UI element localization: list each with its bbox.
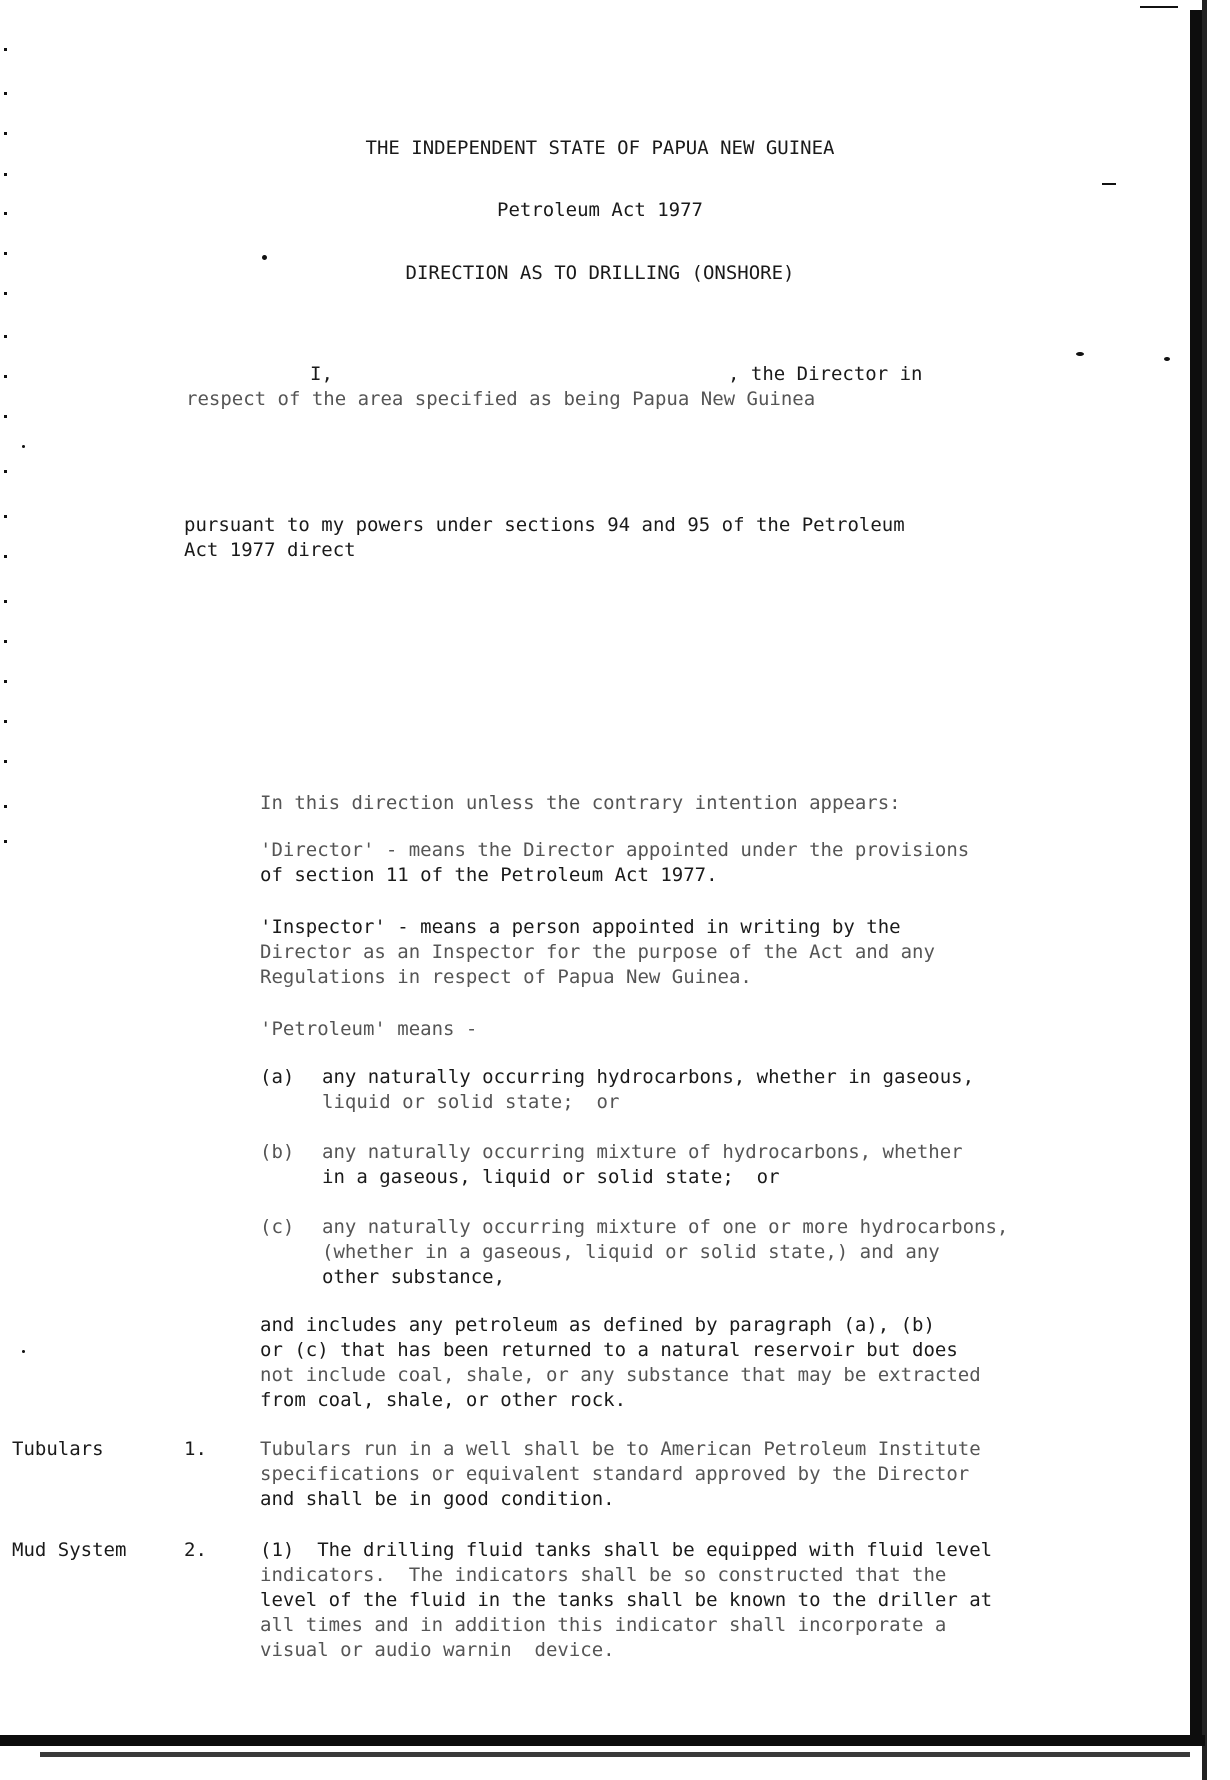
scan-mark [4,375,7,378]
paragraph-a: any naturally occurring hydrocarbons, whether in gaseous, [322,1066,975,1088]
section-text: (1) The drilling fluid tanks shall be equipped with fluid level [260,1539,993,1561]
definition-inspector: 'Inspector' - means a person appointed in writing by the [260,916,901,938]
definition-inspector-cont: Regulations in respect of Papua New Guinea. [260,966,752,988]
scan-mark [4,840,7,843]
section-text: Tubulars run in a well shall be to American Petroleum Institute [260,1438,981,1460]
scan-speck [1164,357,1170,361]
scan-speck [1076,352,1084,356]
definition-petroleum: 'Petroleum' means - [260,1018,478,1040]
paragraph-a-label: (a) [260,1066,295,1088]
preamble-director: , the Director in [728,363,923,385]
paragraph-c-cont: (whether in a gaseous, liquid or solid state,) and any [322,1241,940,1263]
definitions-intro: In this direction unless the contrary intention appears: [260,792,901,814]
paragraph-c-cont: other substance, [322,1266,506,1288]
scan-mark [4,640,7,643]
scan-speck [1102,183,1116,185]
scan-mark [4,555,7,558]
definition-director: 'Director' - means the Director appointed under the provisions [260,839,970,861]
scan-mark [4,805,7,808]
scan-mark [4,48,7,51]
act-heading: Petroleum Act 1977 [497,199,703,221]
paragraph-a-cont: liquid or solid state; or [322,1091,620,1113]
section-margin-label: Mud System [12,1539,127,1561]
paragraph-c: any naturally occurring mixture of one or more hydrocarbons, [322,1216,1009,1238]
section-text: specifications or equivalent standard approved by the Director [260,1463,970,1485]
scan-speck [1140,6,1178,8]
section-text: and shall be in good condition. [260,1488,615,1510]
scan-mark [4,92,7,95]
scan-speck [22,445,25,448]
scan-mark [4,720,7,723]
section-number: 1. [184,1438,207,1460]
scan-mark [4,470,7,473]
scan-mark [4,415,7,418]
scan-speck [262,255,267,260]
paragraph-b: any naturally occurring mixture of hydrocarbons, whether [322,1141,963,1163]
paragraph-b-cont: in a gaseous, liquid or solid state; or [322,1166,780,1188]
scan-mark [4,760,7,763]
definition-inspector-cont: Director as an Inspector for the purpose of the Act and any [260,941,935,963]
paragraph-c-label: (c) [260,1216,295,1238]
scan-mark [4,680,7,683]
scan-mark [4,252,7,255]
preamble-powers: pursuant to my powers under sections 94 and 95 of the Petroleum [184,514,905,536]
scan-mark [4,600,7,603]
scan-edge-right-thin [1202,0,1207,1780]
scan-edge-bottom [0,1735,1205,1746]
scan-mark [4,292,7,295]
scan-mark [4,335,7,338]
scan-edge-bottom-secondary [40,1752,1190,1757]
scan-mark [4,173,7,176]
scan-mark [4,515,7,518]
direction-title: DIRECTION AS TO DRILLING (ONSHORE) [405,262,795,284]
state-heading: THE INDEPENDENT STATE OF PAPUA NEW GUINEA [365,137,835,159]
section-margin-label: Tubulars [12,1438,104,1460]
preamble-i: I, [310,363,333,385]
section-text: indicators. The indicators shall be so constructed that the [260,1564,947,1586]
section-text: all times and in addition this indicator shall incorporate a [260,1614,947,1636]
includes-clause-cont: or (c) that has been returned to a natural reservoir but does [260,1339,958,1361]
definition-director-cont: of section 11 of the Petroleum Act 1977. [260,864,718,886]
section-text: visual or audio warnin device. [260,1639,615,1661]
includes-clause: and includes any petroleum as defined by paragraph (a), (b) [260,1314,935,1336]
includes-clause-cont: from coal, shale, or other rock. [260,1389,627,1411]
scan-mark [4,132,7,135]
section-number: 2. [184,1539,207,1561]
scan-speck [22,1350,25,1353]
preamble-area: respect of the area specified as being Papua New Guinea [186,388,816,410]
section-text: level of the fluid in the tanks shall be known to the driller at [260,1589,993,1611]
includes-clause-cont: not include coal, shale, or any substance that may be extracted [260,1364,981,1386]
paragraph-b-label: (b) [260,1141,295,1163]
preamble-direct: Act 1977 direct [184,539,356,561]
